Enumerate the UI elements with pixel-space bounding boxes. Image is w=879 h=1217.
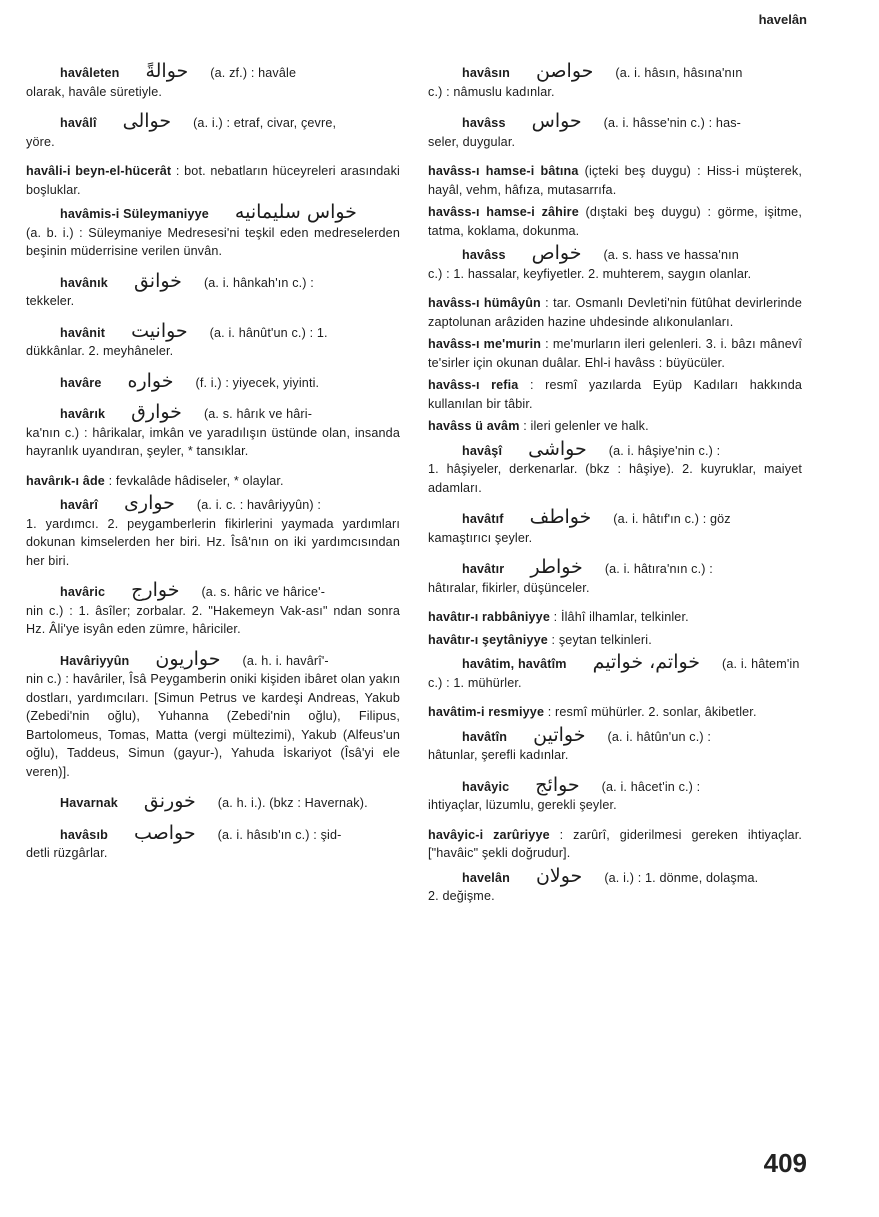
dictionary-entry bbox=[26, 581, 400, 639]
arabic-script: خورنق bbox=[143, 790, 196, 812]
dictionary-entry bbox=[26, 112, 400, 151]
arabic-script: خواس سليمانيه bbox=[234, 201, 357, 223]
definition: : fevkalâde hâdiseler, * olaylar. bbox=[104, 473, 284, 488]
definition: (a. b. i.) : Süleymaniye Medresesi'ni teşkil eden medreselerden beşinin müderrisine verilen ünvân. bbox=[26, 225, 400, 258]
dictionary-entry bbox=[428, 335, 802, 372]
page-number: 409 bbox=[763, 1148, 807, 1178]
definition: nin c.) : havâriler, Îsâ Peygamberin oniki kişiden ibâret olan yakın dostları, yardımcıları. [Simun Petrus ve kardeşi Andreas, Yakub (Zebedi'nin oğlu), Yuhanna (Zebedi'nin oğlu), Filipus, Bartolomeus, Tomas, Matta (vergi mültezimi), Yakub (Alfeus'un oğlu), Taddeus, Simun (gayur-), Yahuda İskariyot (Îsâ'yi ele veren)]. bbox=[26, 672, 400, 779]
definition: : şeytan telkinleri. bbox=[547, 632, 652, 647]
definition: : resmî mühürler. 2. sonlar, âkibetler. bbox=[544, 705, 757, 719]
entry-first-line bbox=[26, 269, 400, 293]
dictionary-entry bbox=[26, 792, 400, 813]
arabic-script: خواتين bbox=[533, 723, 586, 746]
arabic-script: خوارج bbox=[131, 579, 180, 601]
grammar-note: (a. i. hâtûn'un c.) : bbox=[607, 729, 712, 744]
entry-first-line bbox=[428, 864, 802, 888]
dictionary-entry bbox=[428, 653, 802, 692]
headword: Havarnak bbox=[60, 796, 118, 810]
headword: havânit bbox=[60, 325, 106, 340]
entry-first-line bbox=[26, 112, 400, 133]
dictionary-entry bbox=[428, 203, 802, 240]
dictionary-entry bbox=[428, 631, 802, 650]
grammar-note: (f. i.) : yiyecek, yiyinti. bbox=[195, 375, 320, 390]
definition: tekkeler. bbox=[26, 294, 75, 308]
dictionary-entry bbox=[428, 703, 802, 722]
left-column bbox=[26, 62, 400, 874]
definition: 1. yardımcı. 2. peygamberlerin fikirlerini yaymada yardımları dokunan kimselerden her biri. Hz. Îsâ'nın on iki yardımcısından her biri. bbox=[26, 516, 400, 568]
sub-headword: havâyic-i zarûriyye bbox=[428, 827, 550, 842]
entry-first-line bbox=[428, 723, 802, 747]
grammar-note: (a. s. hâric ve hârice'- bbox=[201, 585, 326, 599]
arabic-script: خواره bbox=[127, 369, 174, 392]
sub-headword: havâtır-ı şeytâniyye bbox=[428, 632, 548, 647]
definition: hâtunlar, şerefli kadınlar. bbox=[428, 748, 569, 762]
definition: : resmî yazılarda Eyüp Kadıları hakkında kullanılan bir tâbir. bbox=[428, 378, 803, 411]
dictionary-entry bbox=[428, 62, 802, 101]
sub-headword: havâtır-ı rabbâniyye bbox=[428, 610, 550, 624]
arabic-script: خوانق bbox=[133, 269, 182, 292]
definition: : tar. Osmanlı Devleti'nin fütûhat devirlerinde zaptolunan arâziden hazine uhdesinde alıkonulanları. bbox=[428, 296, 802, 329]
arabic-script: خوارق bbox=[131, 401, 182, 423]
entry-first-line bbox=[26, 62, 400, 83]
dictionary-entry bbox=[428, 417, 802, 436]
entry-first-line bbox=[26, 319, 400, 343]
entry-first-line bbox=[428, 437, 802, 461]
arabic-script: حوانيت bbox=[131, 319, 188, 342]
entry-first-line bbox=[26, 403, 400, 424]
arabic-script: حواشى bbox=[528, 437, 587, 460]
dictionary-entry bbox=[428, 773, 802, 815]
grammar-note: (a. i.) : etraf, civar, çevre, bbox=[193, 116, 337, 130]
grammar-note: (a. h. i.). (bkz : Havernak). bbox=[217, 796, 368, 810]
headword: havâmis-i Süleymaniyye bbox=[60, 207, 209, 221]
sub-headword: havâss-ı hamse-i bâtına bbox=[428, 164, 579, 178]
headword: havârık bbox=[60, 407, 106, 421]
entry-first-line bbox=[26, 821, 400, 845]
definition: detli rüzgârlar. bbox=[26, 846, 108, 860]
dictionary-entry bbox=[428, 558, 802, 597]
entry-first-line bbox=[428, 112, 802, 133]
headword: havâleten bbox=[60, 66, 120, 80]
definition: yöre. bbox=[26, 134, 55, 149]
dictionary-entry bbox=[428, 864, 802, 906]
headword: havârî bbox=[60, 498, 99, 512]
grammar-note: (a. h. i. havârî'- bbox=[242, 653, 329, 668]
headword: havâyic bbox=[462, 779, 510, 794]
definition: ihtiyaçlar, lüzumlu, gerekli şeyler. bbox=[428, 798, 617, 812]
grammar-note: (a. zf.) : havâle bbox=[210, 66, 297, 80]
arabic-script: خواطر bbox=[530, 556, 583, 578]
arabic-script: حواصن bbox=[535, 60, 594, 82]
definition: c.) : 1. mühürler. bbox=[428, 675, 522, 690]
definition: olarak, havâle süretiyle. bbox=[26, 84, 163, 99]
dictionary-entry bbox=[428, 162, 802, 199]
right-column bbox=[428, 62, 802, 917]
entry-first-line bbox=[428, 508, 802, 529]
headword: havâre bbox=[60, 375, 102, 390]
definition: : bot. nebatların hüceyreleri arasındaki boşluklar. bbox=[26, 164, 400, 197]
grammar-note: (a. i. hâsse'nin c.) : has- bbox=[603, 116, 742, 130]
headword: havelân bbox=[462, 870, 510, 885]
dictionary-entry bbox=[26, 319, 400, 361]
dictionary-entry bbox=[428, 826, 802, 863]
running-head: havelân bbox=[758, 12, 807, 27]
arabic-script: خواتم، خواتيم bbox=[592, 651, 701, 673]
entry-first-line bbox=[26, 494, 400, 515]
definition: c.) : 1. hassalar, keyfiyetler. 2. muhterem, saygın olanlar. bbox=[428, 266, 752, 281]
dictionary-entry bbox=[26, 269, 400, 311]
dictionary-entry bbox=[428, 608, 802, 627]
grammar-note: (a. i.) : 1. dönme, dolaşma. bbox=[604, 870, 759, 885]
sub-headword: havâtim-i resmiyye bbox=[428, 705, 545, 719]
entry-first-line bbox=[26, 792, 400, 813]
definition: seler, duygular. bbox=[428, 134, 516, 149]
definition: (dıştaki beş duygu) : görme, işitme, tatma, koklama, dokunma. bbox=[428, 205, 802, 238]
definition: : ileri gelenler ve halk. bbox=[519, 419, 649, 433]
definition: kamaştırıcı şeyler. bbox=[428, 530, 533, 545]
headword: havânık bbox=[60, 275, 108, 290]
definition: 1. hâşiyeler, derkenarlar. (bkz : hâşiye). 2. kuyruklar, maiyet adamları. bbox=[428, 462, 802, 495]
grammar-note: (a. i. hâcet'in c.) : bbox=[601, 779, 701, 794]
dictionary-entry bbox=[26, 203, 400, 261]
arabic-script: حوالةً bbox=[145, 60, 189, 82]
entry-first-line bbox=[428, 558, 802, 579]
grammar-note: (a. i. hânût'un c.) : 1. bbox=[209, 325, 328, 340]
definition: nin c.) : 1. âsîler; zorbalar. 2. "Hakemeyn Vak-ası" ndan sonra Hz. Âli'ye isyân eden zümre, hâriciler. bbox=[26, 603, 400, 636]
grammar-note: (a. s. hârık ve hâri- bbox=[203, 407, 313, 421]
sub-headword: havâss-ı hamse-i zâhire bbox=[428, 205, 579, 219]
definition: : zarûrî, giderilmesi gereken ihtiyaçlar. ["havâic" şekli doğrudur]. bbox=[428, 827, 803, 860]
definition: dükkânlar. 2. meyhâneler. bbox=[26, 344, 174, 358]
headword: havâtîn bbox=[462, 729, 508, 744]
sub-headword: havâli-i beyn-el-hücerât bbox=[26, 164, 172, 178]
entry-first-line bbox=[26, 647, 400, 671]
sub-headword: havâss-ı me'murin bbox=[428, 337, 542, 351]
definition: : me'murların ileri gelenleri. 3. i. bâzı mânevî te'sirler için okunan duâlar. Ehl-i havâss : büyücüler. bbox=[428, 337, 802, 370]
arabic-script: خواطف bbox=[529, 506, 592, 528]
grammar-note: (a. i. hânkah'ın c.) : bbox=[203, 275, 314, 290]
grammar-note: (a. s. hass ve hassa'nın bbox=[603, 248, 739, 262]
headword: havâşî bbox=[462, 443, 503, 458]
headword: havâss bbox=[462, 248, 506, 262]
headword: havâric bbox=[60, 585, 106, 599]
dictionary-entry bbox=[428, 294, 802, 331]
grammar-note: (a. i. hâtıf'ın c.) : göz bbox=[613, 512, 731, 526]
dictionary-entry bbox=[428, 508, 802, 547]
dictionary-entry bbox=[26, 62, 400, 101]
dictionary-entry bbox=[26, 494, 400, 570]
entry-first-line bbox=[428, 773, 802, 797]
arabic-script: حولان bbox=[535, 864, 583, 887]
entry-first-line bbox=[26, 581, 400, 602]
entry-first-line bbox=[428, 653, 802, 674]
entry-first-line bbox=[26, 203, 400, 224]
definition: ka'nın c.) : hârikalar, imkân ve yaradılışın üstünde olan, insanda hayranlık uyandıran, şeyler, * tansıklar. bbox=[26, 425, 400, 458]
dictionary-entry bbox=[26, 821, 400, 863]
dictionary-entry bbox=[26, 162, 400, 199]
entry-first-line bbox=[428, 62, 802, 83]
definition: 2. değişme. bbox=[428, 889, 495, 903]
headword: havâtim, havâtîm bbox=[462, 657, 567, 671]
dictionary-entry bbox=[26, 369, 400, 393]
grammar-note: (a. i. hâsın, hâsına'nın bbox=[615, 66, 743, 80]
headword: havâsın bbox=[462, 66, 510, 80]
sub-headword: havârık-ı âde bbox=[26, 473, 105, 488]
dictionary-entry bbox=[428, 244, 802, 283]
grammar-note: (a. i. hâşiye'nin c.) : bbox=[608, 443, 721, 458]
grammar-note: (a. i. hâtıra'nın c.) : bbox=[604, 562, 713, 576]
grammar-note: (a. i. c. : havâriyyûn) : bbox=[196, 498, 322, 512]
headword: havâlî bbox=[60, 116, 97, 130]
dictionary-entry bbox=[26, 472, 400, 491]
definition: (içteki beş duygu) : Hiss-i müşterek, hayâl, vehm, hâfıza, mutasarrıfa. bbox=[428, 164, 802, 197]
arabic-script: حواصب bbox=[133, 821, 196, 844]
dictionary-entry bbox=[26, 403, 400, 461]
definition: : İlâhî ilhamlar, telkinler. bbox=[550, 610, 689, 624]
grammar-note: (a. i. hâtem'in bbox=[722, 657, 800, 671]
arabic-script: حواس bbox=[531, 110, 582, 132]
arabic-script: حواريون bbox=[155, 647, 221, 670]
dictionary-entry bbox=[428, 112, 802, 151]
headword: havâtıf bbox=[462, 512, 504, 526]
sub-headword: havâss-ı refia bbox=[428, 378, 519, 392]
definition: hâtıralar, fikirler, düşünceler. bbox=[428, 580, 590, 595]
arabic-script: حوالى bbox=[122, 110, 172, 132]
definition: c.) : nâmuslu kadınlar. bbox=[428, 84, 555, 99]
headword: Havâriyyûn bbox=[60, 653, 130, 668]
arabic-script: حوارى bbox=[124, 492, 175, 514]
dictionary-entry bbox=[26, 647, 400, 782]
entry-first-line bbox=[26, 369, 400, 393]
dictionary-entry bbox=[428, 723, 802, 765]
headword: havâsıb bbox=[60, 827, 108, 842]
arabic-script: خواص bbox=[531, 242, 582, 264]
dictionary-entry bbox=[428, 376, 802, 413]
headword: havâss bbox=[462, 116, 506, 130]
dictionary-entry bbox=[428, 437, 802, 498]
sub-headword: havâss-ı hümâyûn bbox=[428, 296, 541, 310]
entry-first-line bbox=[428, 244, 802, 265]
headword: havâtır bbox=[462, 562, 505, 576]
arabic-script: حوائج bbox=[535, 773, 580, 796]
grammar-note: (a. i. hâsıb'ın c.) : şid- bbox=[217, 827, 342, 842]
sub-headword: havâss ü avâm bbox=[428, 419, 520, 433]
